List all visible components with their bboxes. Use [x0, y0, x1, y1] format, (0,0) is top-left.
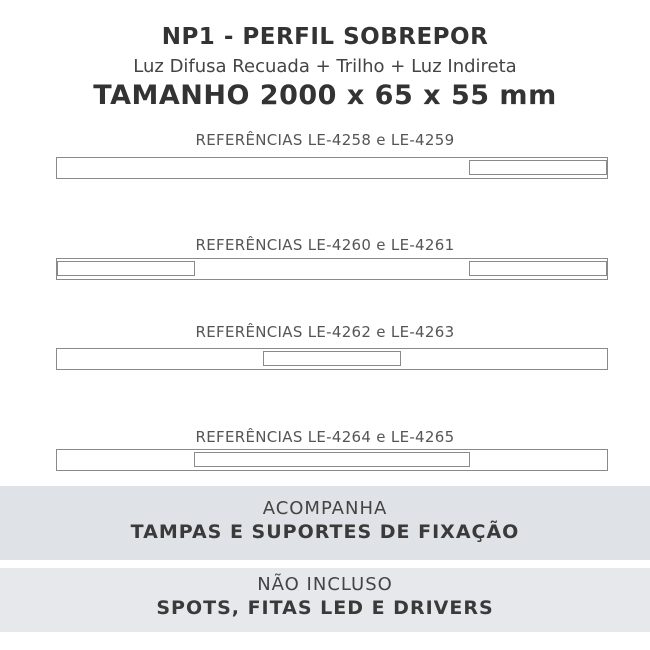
profile-diagram-1 [56, 157, 608, 179]
profile-segment [469, 261, 607, 276]
profile-segment [194, 452, 470, 467]
profile-diagram-4 [56, 449, 608, 471]
product-size: TAMANHO 2000 x 65 x 55 mm [93, 80, 557, 111]
not-included-band [0, 568, 650, 632]
product-subtitle: Luz Difusa Recuada + Trilho + Luz Indireta [133, 56, 517, 77]
included-heading: ACOMPANHA [262, 498, 388, 519]
profile-diagram-2 [56, 258, 608, 280]
product-title: NP1 - PERFIL SOBREPOR [161, 24, 489, 50]
reference-label-2: REFERÊNCIAS LE-4260 e LE-4261 [195, 236, 455, 254]
reference-label-1: REFERÊNCIAS LE-4258 e LE-4259 [195, 131, 455, 149]
reference-label-4: REFERÊNCIAS LE-4264 e LE-4265 [195, 428, 455, 446]
profile-diagram-3 [56, 348, 608, 370]
included-items: TAMPAS E SUPORTES DE FIXAÇÃO [130, 521, 520, 543]
profile-segment [57, 261, 195, 276]
profile-segment [469, 160, 607, 175]
not-included-items: SPOTS, FITAS LED E DRIVERS [156, 597, 494, 619]
included-band [0, 486, 650, 560]
not-included-heading: NÃO INCLUSO [257, 574, 393, 595]
profile-segment [263, 351, 401, 366]
reference-label-3: REFERÊNCIAS LE-4262 e LE-4263 [195, 323, 455, 341]
